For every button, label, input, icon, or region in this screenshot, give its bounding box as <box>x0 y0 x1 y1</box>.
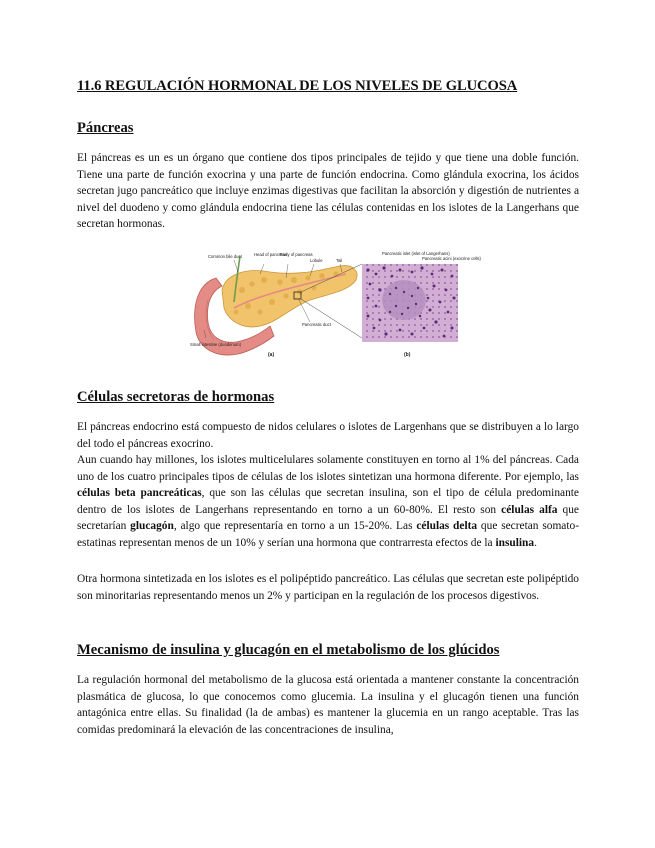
label-tail: Tail <box>336 258 343 263</box>
term-celulas-alfa: células alfa <box>501 503 558 516</box>
term-celulas-delta: células delta <box>416 520 478 533</box>
paragraph-polipeptido: Otra hormona sintetizada en los islotes es el polipéptido pancreático. Las células que secretan este polipéptido son minoritarias representando menos un 2% y participan en la regulación de los procesos digestivos. <box>77 573 579 602</box>
term-glucagon: glucagón <box>130 520 174 533</box>
term-insulina: insulina <box>495 536 535 549</box>
section-heading-mecanismo: Mecanismo de insulina y glucagón en el metabolismo de los glúcidos <box>77 642 500 658</box>
text-segment: que secretarían <box>77 503 579 533</box>
panel-a-label: (a) <box>268 352 275 358</box>
label-body-of-pancreas: Body of pancreas <box>280 252 313 257</box>
text-segment: . <box>534 536 537 549</box>
paragraph-pancreas: El páncreas es un es un órgano que contiene dos tipos principales de tejido y que tiene una doble función. Tiene una parte de función exocrina y una parte de función endocrina. Como glándula exocrina, los ácidos secretan jugo pancreático que incluye enzimas digestivas que facilitan la absorción y digestión de nutrientes a nivel del duodeno y como glándula endocrina tiene las células contenidas en los islotes de la Langerhans que secretan hormonas. <box>77 152 579 231</box>
text-segment: que secretan somato-estatinas representan menos de un 10% y serían una hormona que contrarresta efectos de la <box>77 520 580 549</box>
label-pancreatic-acini: Pancreatic acini (exocrine cells) <box>422 256 481 261</box>
paragraph-mecanismo: La regulación hormonal del metabolismo de la glucosa está orientada a mantener constante la concentración plasmática de glucosa, lo que conocemos como glucemia. La insulina y el glucagón tienen una función antagónica entre ellas. Su finalidad (la de ambas) es mantener la glucemia en un rango aceptable. Tras las comidas predominará la elevación de las concentraciones de insulina, <box>77 674 579 736</box>
text-segment: , algo que representaría en torno a un 15-20%. Las <box>173 520 417 533</box>
text-segment: , que son las células que secretan insulina, son el tipo de célula predominante dentro de los islotes de Langerhans representando en torno a un 60-80%. El resto son <box>77 487 579 516</box>
label-pancreatic-islet: Pancreatic islet (islet of Langerhans) <box>382 251 450 256</box>
pancreas-anatomy-illustration <box>195 256 362 355</box>
section-heading-celulas: Células secretoras de hormonas <box>77 389 275 405</box>
panel-b-label: (b) <box>404 352 411 358</box>
label-lobule: Lobule <box>310 258 323 263</box>
label-pancreatic-duct: Pancreatic duct <box>302 322 331 327</box>
label-small-intestine: Small intestine (duodenum) <box>190 342 241 347</box>
section-heading-pancreas: Páncreas <box>77 120 134 136</box>
page-title: 11.6 REGULACIÓN HORMONAL DE LOS NIVELES DE GLUCOSA <box>77 78 518 94</box>
paragraph-islotes: El páncreas endocrino está compuesto de nidos celulares o islotes de Largenhans que se distribuyen a lo largo del todo el páncreas exocrino. <box>77 421 579 450</box>
label-common-bile-duct: Common bile duct <box>208 254 242 259</box>
islet-micrograph <box>362 264 458 342</box>
pancreas-figure <box>190 250 481 362</box>
paragraph-tipos-celulas <box>77 452 579 552</box>
label-head-of-pancreas: Head of pancreas <box>254 252 288 257</box>
term-celulas-beta: células beta pancreáticas <box>77 487 202 500</box>
text-segment: Aun cuando hay millones, los islotes multicelulares solamente constituyen en torno al 1% del páncreas. Cada uno de los cuatro principales tipos de células de los islotes sintetizan una hormona diferente. Por ejemplo, las <box>77 454 579 483</box>
